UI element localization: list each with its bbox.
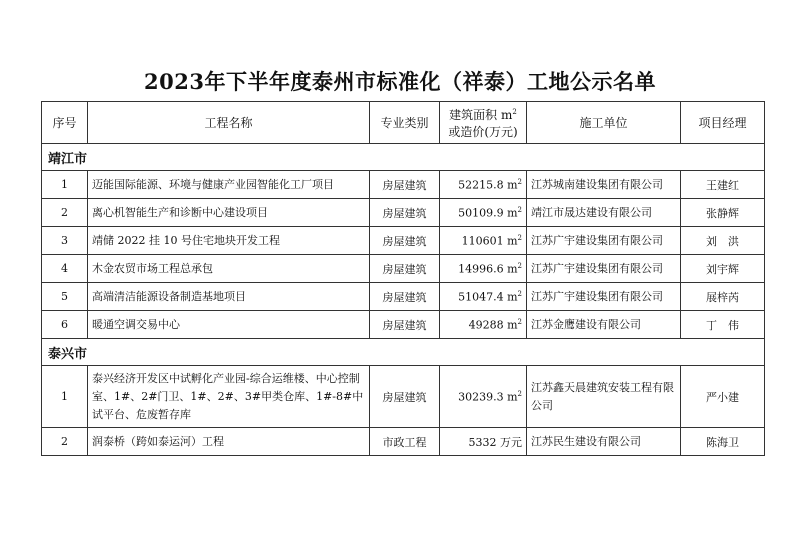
row-manager: 严小建 [681,366,765,428]
row-area [440,366,527,428]
table-row [42,199,765,227]
row-no: 6 [42,311,88,339]
row-unit: 江苏广宇建设集团有限公司 [527,227,681,255]
row-area [440,311,527,339]
row-unit: 江苏城南建设集团有限公司 [527,171,681,199]
row-no: 1 [42,171,88,199]
row-category: 房屋建筑 [370,199,440,227]
region-row-taixing [42,339,765,366]
header-area-line2: 或造价(万元) [448,124,518,139]
row-name: 润泰桥（跨如泰运河）工程 [88,428,370,456]
row-area-sup: 2 [517,317,522,326]
row-area-sup: 2 [517,389,522,398]
row-category: 房屋建筑 [370,255,440,283]
row-area-value: 51047.4 m [458,290,518,304]
row-manager: 张静辉 [681,199,765,227]
row-unit: 靖江市晟达建设有限公司 [527,199,681,227]
region-name: 靖江市 [42,144,765,171]
row-unit: 江苏金鹰建设有限公司 [527,311,681,339]
header-area-sup: 2 [512,107,517,116]
row-no: 3 [42,227,88,255]
table-row [42,227,765,255]
row-area-sup: 2 [517,233,522,242]
row-area [440,428,527,456]
row-area [440,227,527,255]
row-name: 暖通空调交易中心 [88,311,370,339]
row-area [440,283,527,311]
row-name: 高端清洁能源设备制造基地项目 [88,283,370,311]
row-area-value: 49288 m [468,318,518,332]
table-row [42,366,765,428]
row-no: 1 [42,366,88,428]
row-category: 房屋建筑 [370,171,440,199]
row-area [440,199,527,227]
row-name: 泰兴经济开发区中试孵化产业园-综合运维楼、中心控制室、1#、2#门卫、1#、2#、3#甲类仓库、1#-8#中试平台、危废暂存库 [88,366,370,428]
header-name: 工程名称 [88,102,370,144]
region-name: 泰兴市 [42,339,765,366]
row-manager: 展梓芮 [681,283,765,311]
row-name: 靖储 2022 挂 10 号住宅地块开发工程 [88,227,370,255]
table-row [42,311,765,339]
row-category: 房屋建筑 [370,227,440,255]
header-no: 序号 [42,102,88,144]
row-no: 2 [42,428,88,456]
row-area [440,171,527,199]
site-list-table [41,101,765,456]
row-area-sup: 2 [517,289,522,298]
row-area [440,255,527,283]
row-area-value: 52215.8 m [458,178,518,192]
row-area-value: 50109.9 m [458,206,518,220]
row-unit: 江苏鑫天晨建筑安装工程有限公司 [527,366,681,428]
header-manager: 项目经理 [681,102,765,144]
row-category: 房屋建筑 [370,283,440,311]
row-area-sup: 2 [517,177,522,186]
row-area-value: 14996.6 m [458,262,518,276]
region-row-jingjiang [42,144,765,171]
table-row [42,255,765,283]
table-row [42,283,765,311]
row-name: 木金农贸市场工程总承包 [88,255,370,283]
header-category: 专业类别 [370,102,440,144]
row-area-sup: 2 [517,205,522,214]
table-row [42,171,765,199]
row-area-value: 5332 万元 [468,435,522,449]
row-category: 房屋建筑 [370,311,440,339]
row-manager: 王建红 [681,171,765,199]
row-manager: 丁 伟 [681,311,765,339]
table-row [42,428,765,456]
header-unit: 施工单位 [527,102,681,144]
row-manager: 陈海卫 [681,428,765,456]
row-manager: 刘 洪 [681,227,765,255]
row-area-value: 30239.3 m [458,390,518,404]
header-area-line1: 建筑面积 m [449,107,513,122]
row-unit: 江苏广宇建设集团有限公司 [527,283,681,311]
row-name: 离心机智能生产和诊断中心建设项目 [88,199,370,227]
row-no: 4 [42,255,88,283]
table-header-row [42,102,765,144]
row-category: 市政工程 [370,428,440,456]
row-name: 迈能国际能源、环境与健康产业园智能化工厂项目 [88,171,370,199]
row-no: 2 [42,199,88,227]
row-area-sup: 2 [517,261,522,270]
row-area-value: 110601 m [461,234,518,248]
row-category: 房屋建筑 [370,366,440,428]
row-no: 5 [42,283,88,311]
page-title: 2023年下半年度泰州市标准化（祥泰）工地公示名单 [144,69,656,94]
header-area [440,102,527,144]
row-unit: 江苏广宇建设集团有限公司 [527,255,681,283]
row-manager: 刘宇辉 [681,255,765,283]
row-unit: 江苏民生建设有限公司 [527,428,681,456]
